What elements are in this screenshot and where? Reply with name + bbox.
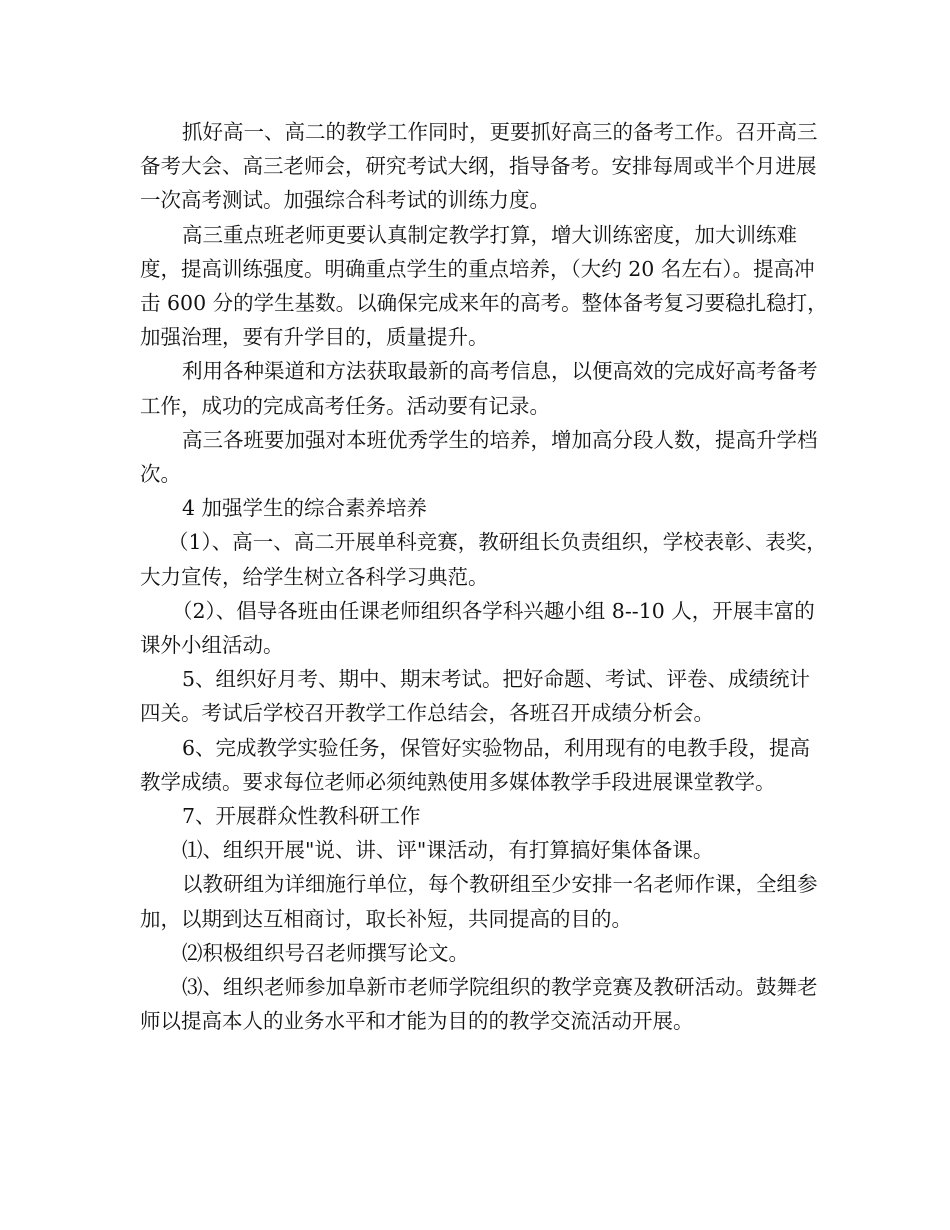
- paragraph-7-2: ⑵积极组织号召老师撰写论文。: [182, 940, 469, 965]
- document-body: [140, 115, 830, 1038]
- paragraph-3: 利用各种渠道和方法获取最新的高考信息，以便高效的完成好高考备考工作，成功的完成高考任务。活动要有记录。: [140, 359, 818, 418]
- section-heading-4: 4 加强学生的综合素养培养: [182, 496, 428, 521]
- paragraph-2: 高三重点班老师更要认真制定教学打算，增大训练密度，加大训练难度，提高训练强度。明确重点学生的重点培养，（大约 20 名左右）。提高冲击 600 分的学生基数。以确保完成来年的高考。整体备考复习要稳扎稳打，加强治理，要有升学目的，质量提升。: [140, 222, 828, 350]
- paragraph-5: 5、组织好月考、期中、期末考试。把好命题、考试、评卷、成绩统计四关。考试后学校召开教学工作总结会，各班召开成绩分析会。: [140, 667, 811, 726]
- paragraph-7-1: ⑴、组织开展"说、讲、评"课活动，有打算搞好集体备课。: [182, 838, 714, 863]
- paragraph-4: 高三各班要加强对本班优秀学生的培养，增加高分段人数，提高升学档次。: [140, 427, 818, 487]
- paragraph-1: 抓好高一、高二的教学工作同时，更要抓好高三的备考工作。召开高三备考大会、高三老师会，研究考试大纲，指导备考。安排每周或半个月进展一次高考测试。加强综合科考试的训练力度。: [140, 120, 818, 213]
- paragraph-6: 6、完成教学实验任务，保管好实验物品，利用现有的电教手段，提高教学成绩。要求每位老师必须纯熟使用多媒体教学手段进展课堂教学。: [140, 735, 811, 794]
- section-heading-7: 7、开展群众性教科研工作: [182, 804, 421, 829]
- paragraph-7-1-detail: 以教研组为详细施行单位，每个教研组至少安排一名老师作课，全组参加，以期到达互相商讨，取长补短，共同提高的目的。: [140, 872, 818, 931]
- paragraph-7-3: ⑶、组织老师参加阜新市老师学院组织的教学竞赛及教研活动。鼓舞老师以提高本人的业务水平和才能为目的的教学交流活动开展。: [140, 975, 818, 1034]
- paragraph-4-2: （2）、倡导各班由任课老师组织各学科兴趣小组 8--10 人，开展丰富的课外小组活动。: [140, 598, 815, 658]
- paragraph-4-1: （1）、高一、高二开展单科竞赛，教研组长负责组织，学校表彰、表奖，大力宣传，给学生树立各科学习典范。: [140, 530, 827, 589]
